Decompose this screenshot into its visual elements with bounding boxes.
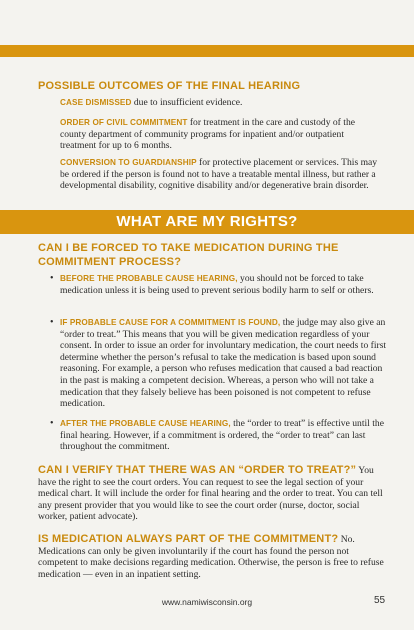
- outcome-conversion-guardianship: [60, 157, 380, 192]
- rights-banner: [0, 210, 414, 234]
- medication-commitment-paragraph: [38, 534, 390, 580]
- bullet-dot: •: [50, 273, 54, 284]
- outcome-text: due to insufficient evidence.: [131, 97, 243, 108]
- order-to-treat-text: You have the right to see the court orders. You can request to see the legal section of your medical chart. It will include the order for final hearing and the order to treat. You can tell any present provider that you would like to see the court order (nurse, doctor, social worker, patient advocate).: [38, 465, 383, 523]
- top-accent-band: [0, 45, 414, 57]
- medication-question-heading: CAN I BE FORCED TO TAKE MEDICATION DURING THE COMMITMENT PROCESS?: [38, 242, 339, 268]
- order-to-treat-heading: CAN I VERIFY THAT THERE WAS AN “ORDER TO TREAT?”: [38, 464, 357, 476]
- outcome-case-dismissed: [60, 97, 380, 109]
- outcome-lead: CONVERSION TO GUARDIANSHIP: [60, 158, 197, 167]
- medication-commitment-text: No. Medications can only be given involuntarily if the court has found the person not competent to make decisions regarding medication. Otherwise, the person is free to refuse medication — even in an inpatient setting.: [38, 534, 384, 580]
- rights-title: WHAT ARE MY RIGHTS?: [116, 213, 298, 230]
- bullet-dot: •: [50, 317, 54, 328]
- outcome-text: for protective placement or services. This may be ordered if the person is found not to have a treatable mental illness, but rather a developmental disability, cognitive disability and/or degenerative brain disorder.: [60, 157, 378, 192]
- bullet-text: the judge may also give an “order to treat.” This means that you will be given medication regardless of your consent. In order to issue an order for involuntary medication, the court needs to first determine whether the person’s refusal to take the medication is based upon sound reasoning. For example, a person who refuses medication that caused a bad reaction in the past is making a competent decision. Whereas, a person who will not take a medication that they falsely believe has been poisoned is not competent to refuse medication.: [60, 317, 387, 410]
- bullet-text: you should not be forced to take medication unless it is being used to prevent serious bodily harm to self or others.: [60, 273, 374, 296]
- bullet-lead: BEFORE THE PROBABLE CAUSE HEARING,: [60, 274, 238, 283]
- order-to-treat-paragraph: [38, 465, 390, 523]
- medication-commitment-heading: IS MEDICATION ALWAYS PART OF THE COMMITMENT?: [38, 533, 339, 545]
- bullet-lead: AFTER THE PROBABLE CAUSE HEARING,: [60, 419, 231, 428]
- outcome-text: for treatment in the care and custody of the county department of community programs for inpatient and/or outpatient treatment for up to 6 months.: [60, 117, 355, 152]
- page-number: 55: [374, 595, 386, 606]
- footer-website-link[interactable]: www.namiwisconsin.org: [161, 597, 253, 607]
- bullet-text: the “order to treat” is effective until the final hearing. However, if a commitment is ordered, the “order to treat” can last throughout the commitment.: [60, 418, 384, 453]
- outcome-civil-commitment: [60, 117, 380, 152]
- bullet-dot: •: [50, 418, 54, 429]
- possible-outcomes-heading: POSSIBLE OUTCOMES OF THE FINAL HEARING: [38, 80, 301, 92]
- bullet-lead: IF PROBABLE CAUSE FOR A COMMITMENT IS FOUND,: [60, 318, 281, 327]
- outcome-lead: CASE DISMISSED: [60, 98, 132, 107]
- outcome-lead: ORDER OF CIVIL COMMITMENT: [60, 118, 188, 127]
